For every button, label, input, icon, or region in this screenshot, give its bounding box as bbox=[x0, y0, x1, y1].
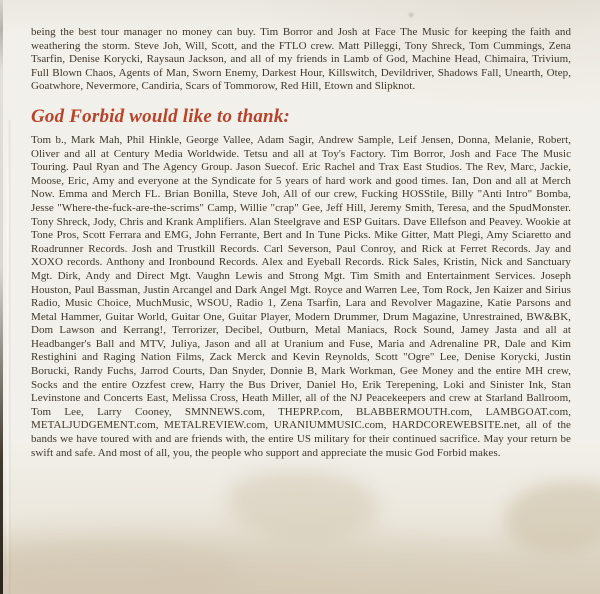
paper-stain-left bbox=[0, 544, 240, 594]
paper-stain-right bbox=[505, 482, 600, 554]
thanks-heading: God Forbid would like to thank: bbox=[31, 105, 291, 127]
thanks-paragraph: Tom b., Mark Mah, Phil Hinkle, George Vallee, Adam Sagir, Andrew Sample, Leif Jensen, Donna, Melanie, Robert, Oliver and all at Century Media Worldwide. Tetsu and all at Toy's Factory. Tim Borror, Josh and Face The Music Touring. Paul Ryan and The Agency Group. Jason Suecof. Eric Rachel and Trax East Studios. The Rev, Marc, Jackie, Moose, Eric, Amy and everyone at the Syndicate for 5 years of hard work and good times. Ian, Don and all at Merch Now. Emma and Merch FL. Brian Bonilla, Steve Joh, All of our crew, Fucking HOSStile, Billy "Anti Intro" Bomba, Jesse "Where-the-fuck-are-the-scrims" Camp, Willie "crap" Gee, Jeff Hill, Jeremy Smith, Teresa, and the SpudMonster. Tony Shreck, Jody, Chris and Krank Amplifiers. Alan Steelgrave and ESP Guitars. Dave Ellefson and Peavey. Wookie at Tone Pros, Scott Ferrara and EMG, John Ferrante, Bert and In Tune Picks. Mike Gitter, Matt Plegi, Amy Sciaretto and Roadrunner Records. Josh and Trustkill Records. Carl Severson, Paul Conroy, and Rick at Ferret Records. Jay and XOXO records. Anthony and Ironbound Records. Alex and Eyeball Records. Rick Sales, Kristin, Nick and Sanctuary Mgt. Dirk, Andy and Direct Mgt. Vaughn Lewis and Strong Mgt. Tim Smith and Entertainment Services. Joseph Houston, Paul Bassman, Justin Arcangel and Dark Angel Mgt. Royce and Warren Lee, Tom Rock, Jen Kaizer and Sirius Radio, Music Choice, MuchMusic, WSOU, Radio 1, Zena Tsarfin, Lara and Revolver Magazine, Katie Parsons and Metal Hammer, Guitar World, Guitar One, Guitar Player, Modern Drummer, Drum Magazine, Unrestrained, BW&BK, Dom Lawson and Kerrang!, Terrorizer, Decibel, Outburn, Metal Maniacs, Rock Sound, Jamey Jasta and all at Headbanger's Ball and MTV, Juliya, Jason and all at Uranium and Fuse, Maria and Adrenaline PR, Dale and Kim Restighini and Raging Nation Films, Zack Merck and Kevin Reynolds, Scott "Ogre" Lee, Denise Korycki, Justin Borucki, Randy Fuchs, Jarrod Courts, Dan Snyder, Donnie B, Mark Workman, Gee Money and the entire MH crew, Socks and the entire Ozzfest crew, Harry the Bus Driver, Daniel Ho, Erik Terepening, Loki and Sinister Ink, Stan Levinstone and Concerts East, Melissa Cross, Heath Miller, all of the NJ Peacekeepers and crew at Starland Ballroom, Tom Lee, Larry Cooney, SMNNEWS.com, THEPRP.com, BLABBERMOUTH.com, LAMBGOAT.com, METALJUDGEMENT.com, METALREVIEW.com, URANIUMMUSIC.com, HARDCOREWEBSITE.net, all of the bands we have toured with and are friends with, the entire US military for their continued sacrifice. May your return be swift and safe. And most of all, you, the people who support and appreciate the music God Forbid makes. bbox=[31, 133, 571, 459]
paper-crease bbox=[7, 120, 9, 594]
intro-paragraph: being the best tour manager no money can buy. Tim Borror and Josh at Face The Music for keeping the faith and weathering the storm. Steve Joh, Will, Scott, and the FTLO crew. Matt Pilleggi, Tony Shreck, Tom Cummings, Zena Tsarfin, Denise Korycki, Raysaun Jackson, and all of my friends in Lamb of God, Machine Head, Chimaira, Trivium, Full Blown Chaos, Agents of Man, Sworn Enemy, Darkest Hour, Killswitch, Devildriver, Shadows Fall, Unearth, Otep, Goatwhore, Nevermore, Candiria, Scars of Tommorow, Red Hill, Etown and Slipknot. bbox=[31, 26, 571, 93]
paper-stain-band bbox=[0, 530, 600, 594]
liner-notes-text bbox=[31, 26, 571, 460]
paper-speck bbox=[409, 13, 413, 17]
paper-stain-center bbox=[228, 472, 378, 542]
scan-edge-shadow bbox=[0, 0, 3, 594]
